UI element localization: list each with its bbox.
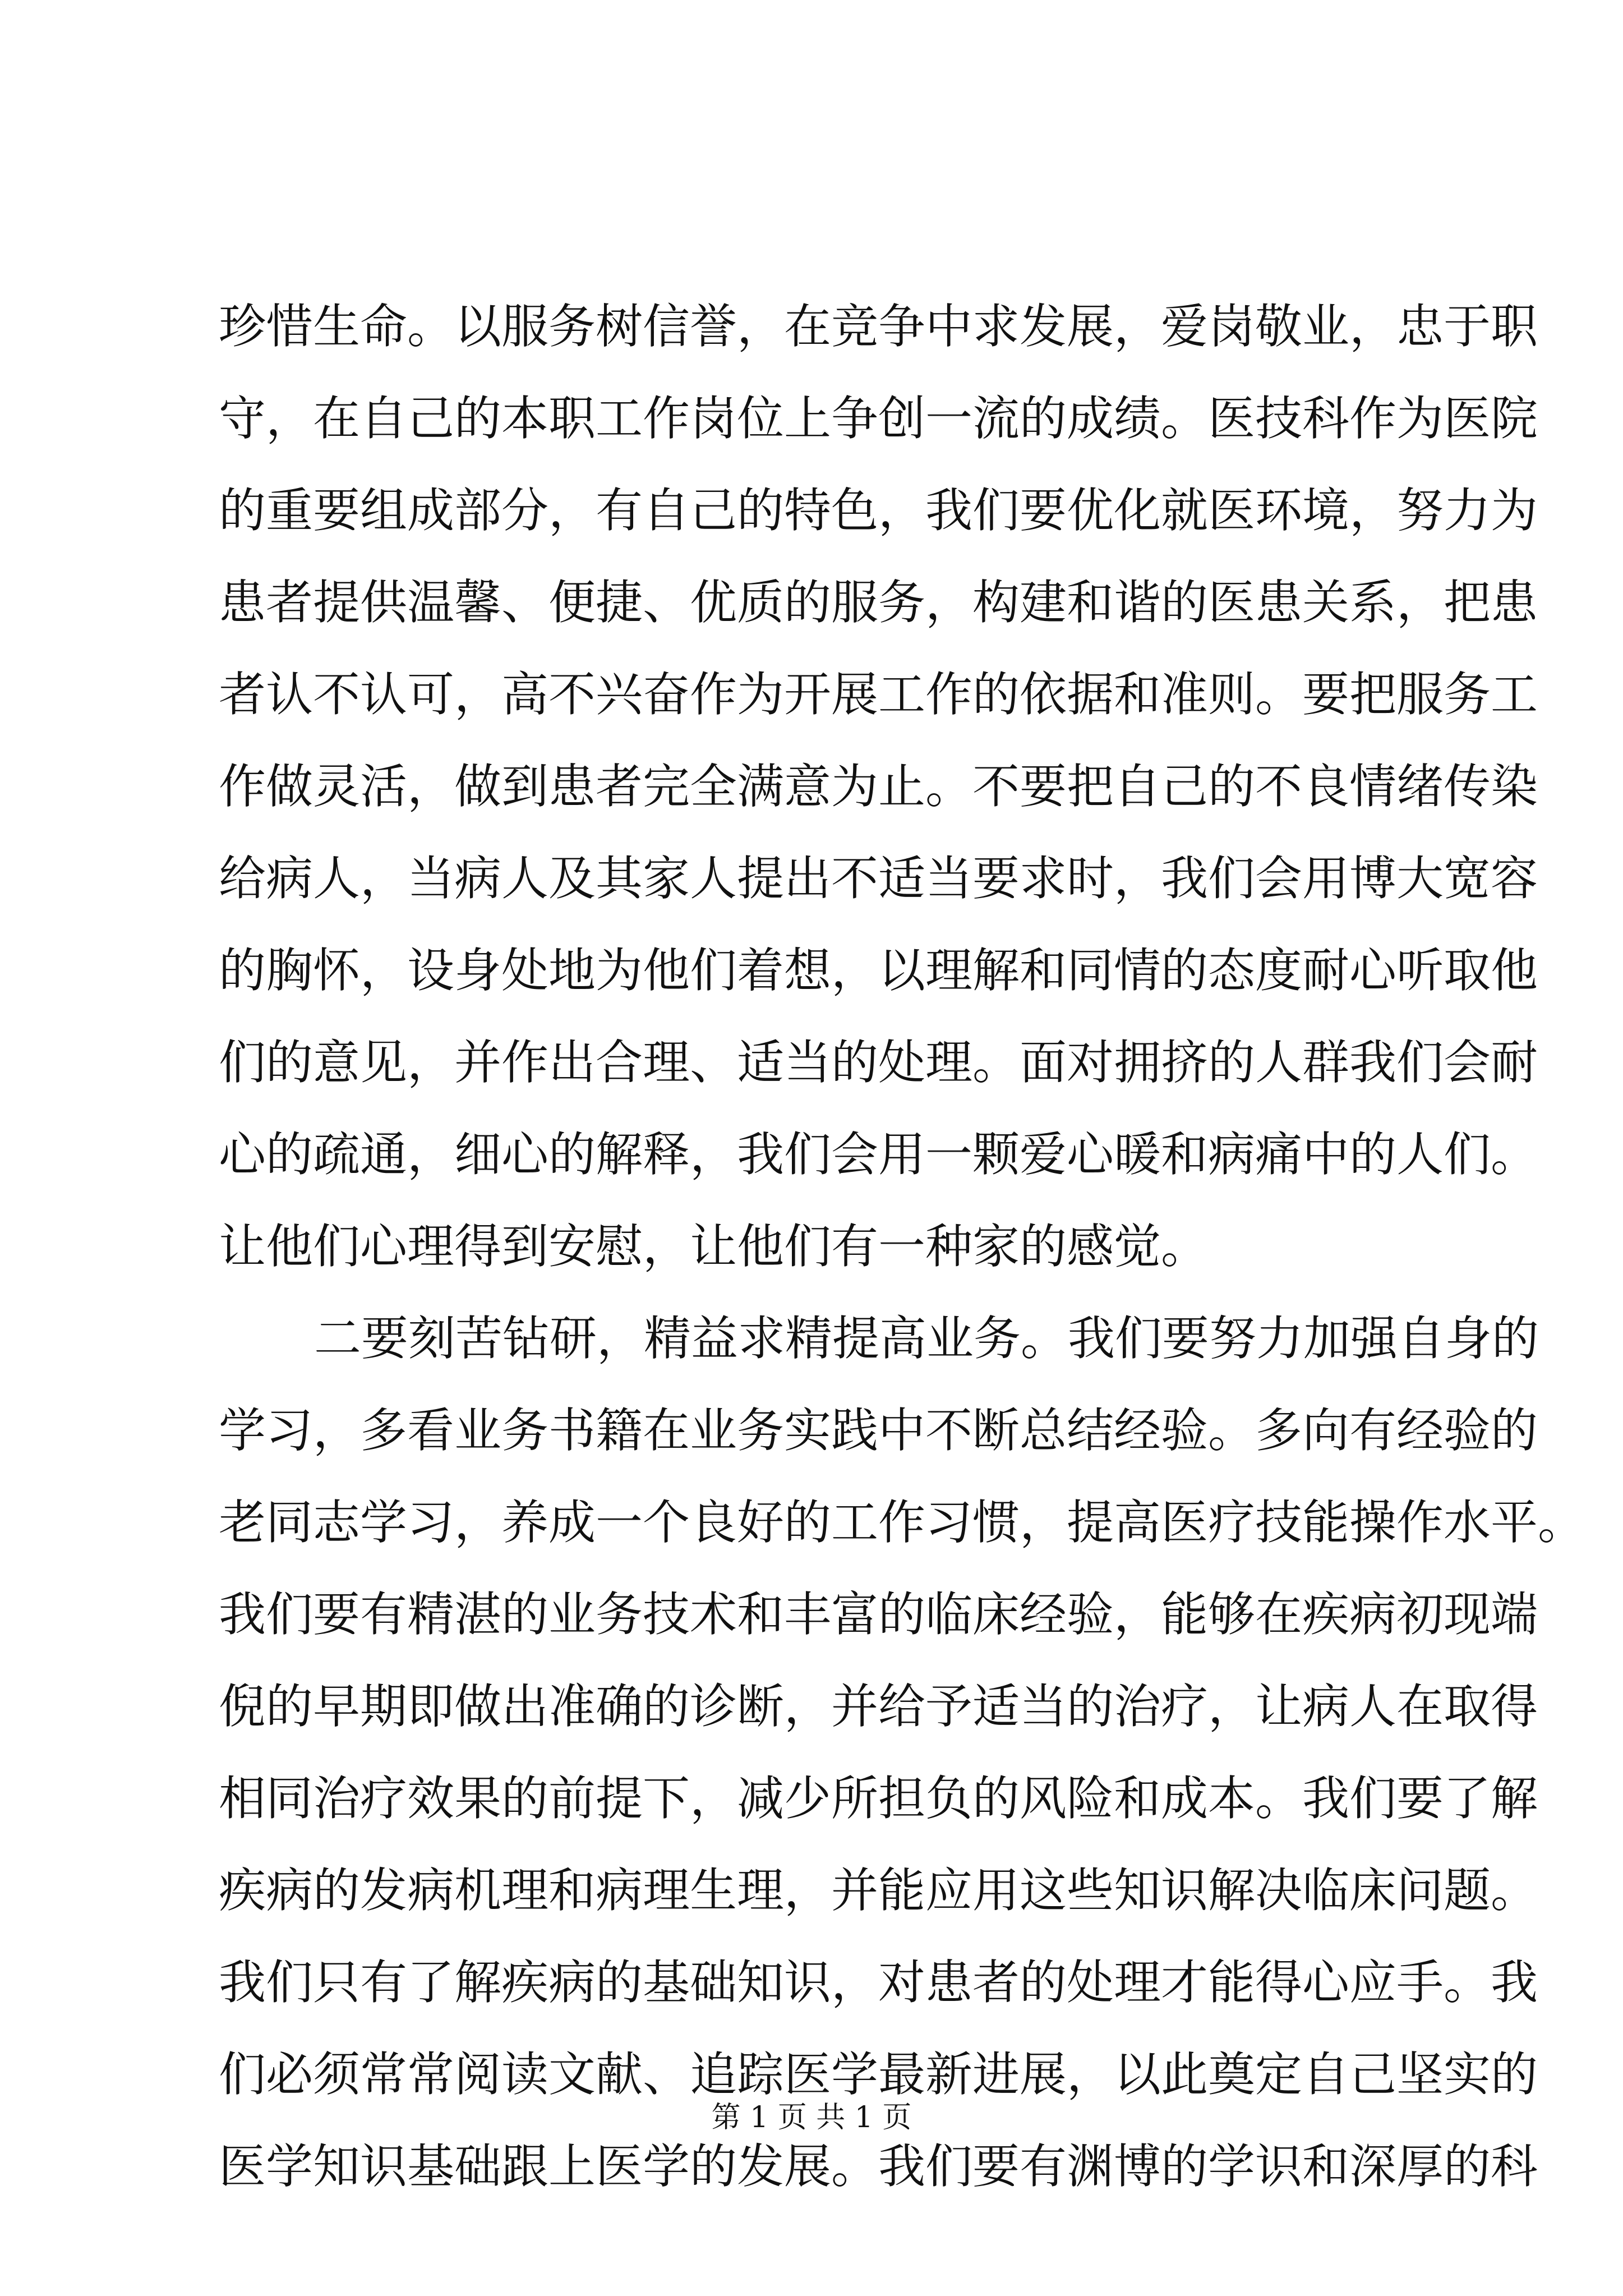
text-line: 们必须常常阅读文献、追踪医学最新进展，以此奠定自己坚实的 [219,2047,1538,2102]
text-line: 心的疏通，细心的解释，我们会用一颗爱心暖和病痛中的人们。 [219,1127,1538,1182]
text-line: 者认不认可，高不兴奋作为开展工作的依据和准则。要把服务工 [219,667,1538,722]
text-line: 学习，多看业务书籍在业务实践中不断总结经验。多向有经验的 [219,1403,1538,1458]
body-text [219,280,1585,2212]
text-line: 给病人，当病人及其家人提出不适当要求时，我们会用博大宽容 [219,851,1538,906]
text-line: 倪的早期即做出准确的诊断，并给予适当的治疗，让病人在取得 [219,1679,1538,1734]
paragraph-start-line: 二要刻苦钻研，精益求精提高业务。我们要努力加强自身的 [314,1311,1539,1366]
page-footer: 第 1 页 共 1 页 [711,2101,912,2134]
text-line: 作做灵活，做到患者完全满意为止。不要把自己的不良情绪传染 [219,759,1538,814]
text-line: 医学知识基础跟上医学的发展。我们要有渊博的学识和深厚的科 [219,2139,1538,2194]
text-line: 相同治疗效果的前提下，减少所担负的风险和成本。我们要了解 [219,1771,1538,1826]
text-line: 我们只有了解疾病的基础知识，对患者的处理才能得心应手。我 [219,1955,1538,2010]
text-line: 患者提供温馨、便捷、优质的服务，构建和谐的医患关系，把患 [219,575,1538,630]
text-line: 们的意见，并作出合理、适当的处理。面对拥挤的人群我们会耐 [219,1035,1538,1090]
text-line: 守，在自己的本职工作岗位上争创一流的成绩。医技科作为医院 [219,391,1538,446]
text-line: 的重要组成部分，有自己的特色，我们要优化就医环境，努力为 [219,483,1538,538]
text-line: 让他们心理得到安慰，让他们有一种家的感觉。 [219,1219,1209,1274]
text-line: 珍惜生命。以服务树信誉，在竞争中求发展，爱岗敬业，忠于职 [219,299,1538,354]
text-line: 的胸怀，设身处地为他们着想，以理解和同情的态度耐心听取他 [219,943,1538,998]
text-line: 我们要有精湛的业务技术和丰富的临床经验，能够在疾病初现端 [219,1587,1538,1642]
text-line: 老同志学习，养成一个良好的工作习惯，提高医疗技能操作水平。 [219,1495,1585,1550]
text-line: 疾病的发病机理和病理生理，并能应用这些知识解决临床问题。 [219,1863,1538,1918]
